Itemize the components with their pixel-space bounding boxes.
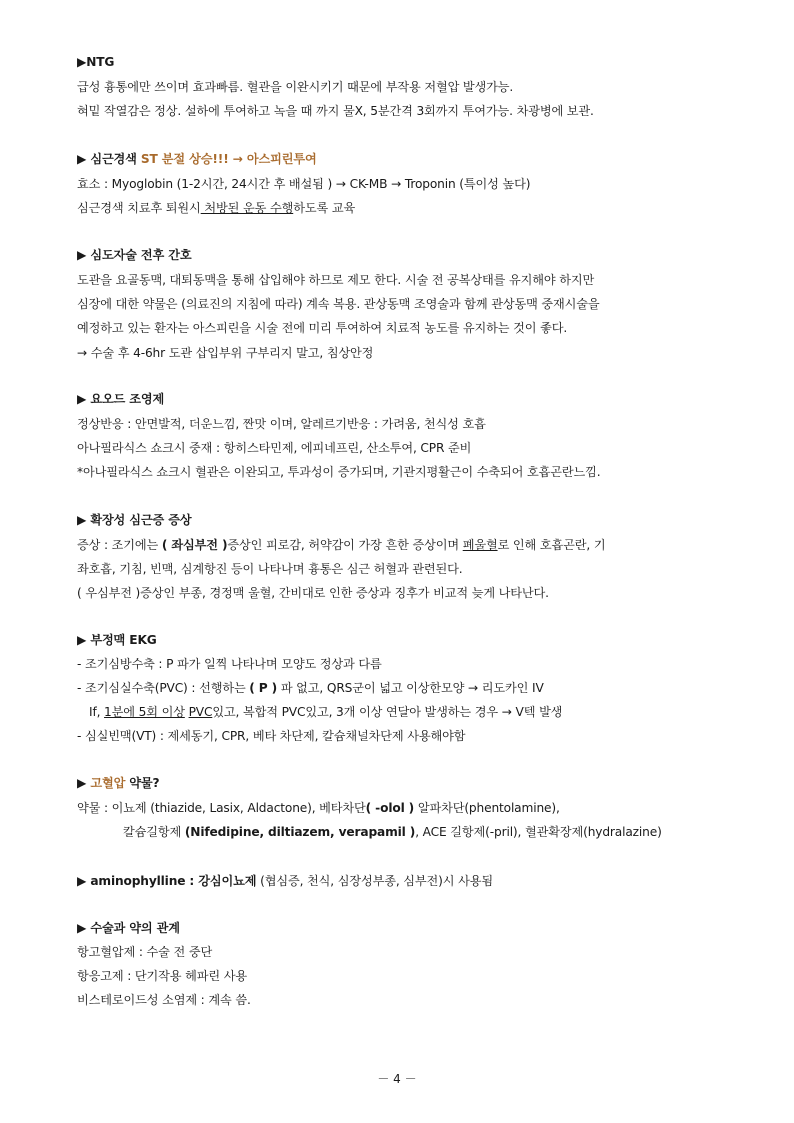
htn-heading-suffix: 약물? [125,776,160,790]
page-number: － 4 － [377,1072,417,1086]
surgery-heading: ▶ 수술과 약의 관계 [77,921,180,935]
htn-heading-accent: 고혈압 [90,776,126,790]
htn-line-2 [123,824,724,840]
arrhythmia-line-3 [89,704,724,720]
arrhythmia-line-1: - 조기심방수축 : P 파가 일찍 나타나며 모양도 정상과 다름 [77,657,382,671]
arrhythmia-line-4: - 심실빈맥(VT) : 제세동기, CPR, 베타 차단제, 칼슘채널차단제 사용해야함 [77,729,466,743]
cath-line-4: → 수술 후 4-6hr 도관 삽입부위 구부리지 말고, 침상안정 [77,346,374,360]
mi-heading [77,151,724,167]
dcm-line-3: ( 우심부전 )증상인 부종, 경정맥 울혈, 간비대로 인한 증상과 징후가 비교적 늦게 나타난다. [77,586,549,600]
dcm-heading: ▶ 확장성 심근증 증상 [77,513,192,527]
mi-line-2 [77,200,724,216]
iodine-line-1: 정상반응 : 안면발적, 더운느낌, 짠맛 이며, 알레르기반응 : 가려움, 천식성 호흡 [77,417,486,431]
cath-line-3: 예정하고 있는 환자는 아스피린을 시술 전에 미리 투여하여 치료적 농도를 유지하는 것이 좋다. [77,321,568,335]
arrhythmia-line-3-c: 있고, 복합적 PVC있고, 3개 이상 연달아 발생하는 경우 → V텍 발생 [212,705,563,719]
mi-line-2-underline: 처방된 운동 수행 [200,201,294,215]
ntg-heading: ▶NTG [77,55,115,69]
cath-line-2: 심장에 대한 약물은 (의료진의 지침에 따라) 계속 복용. 관상동맥 조영술과 함께 관상동맥 중재시술을 [77,297,600,311]
mi-heading-prefix: ▶ 심근경색 [77,152,141,166]
arrhythmia-line-3-underline-1: 1분에 5회 이상 [104,705,185,719]
htn-heading [77,775,724,791]
aminophylline-rest: (협심증, 천식, 심장성부종, 심부전)시 사용됨 [256,874,493,888]
htn-line-1 [77,800,724,816]
arrhythmia-line-2-bold: ( P ) [249,681,278,695]
cath-heading: ▶ 심도자술 전후 간호 [77,248,192,262]
htn-heading-prefix: ▶ [77,776,91,790]
aminophylline-line [77,873,724,889]
mi-line-2-b: 하도록 교육 [293,201,356,215]
surgery-line-2: 항응고제 : 단기작용 헤파린 사용 [77,969,247,983]
aminophylline-bold: ▶ aminophylline : 강심이뇨제 [77,874,257,888]
arrhythmia-line-3-a: If, [89,705,105,719]
arrhythmia-heading: ▶ 부정맥 EKG [77,633,157,647]
arrhythmia-line-3-underline-2: PVC [188,705,213,719]
dcm-line-1-bold: ( 좌심부전 ) [161,538,228,552]
ntg-line-2: 혀밑 작열감은 정상. 설하에 투여하고 녹을 때 까지 물X, 5분간격 3회까지 투여가능. 차광병에 보관. [77,104,594,118]
dcm-line-1-c: 증상인 피로감, 허약감이 가장 흔한 증상이며 [227,538,463,552]
cath-line-1: 도관을 요골동맥, 대퇴동맥을 통해 삽입해야 하므로 제모 한다. 시술 전 공복상태를 유지해야 하지만 [77,273,595,287]
ntg-line-1: 급성 흉통에만 쓰이며 효과빠름. 혈관을 이완시키기 때문에 부작용 저혈압 발생가능. [77,80,514,94]
htn-line-1-bold: ( -olol ) [365,801,415,815]
dcm-line-1 [77,537,724,553]
mi-line-2-a: 심근경색 치료후 퇴원시 [77,201,201,215]
arrhythmia-line-2-c: 파 없고, QRS군이 넓고 이상한모양 → 리도카인 IV [277,681,544,695]
surgery-line-3: 비스테로이드성 소염제 : 계속 씀. [77,993,251,1007]
htn-line-1-c: 알파차단(phentolamine), [414,801,560,815]
htn-line-2-a: 칼슘길항제 [123,825,185,839]
htn-line-2-bold: (Nifedipine, diltiazem, verapamil ) [184,825,416,839]
htn-line-2-c: , ACE 길항제(-pril), 혈관확장제(hydralazine) [415,825,662,839]
dcm-line-1-d: 로 인해 호흡곤란, 기 [497,538,606,552]
dcm-line-1-underline: 폐울혈 [462,538,498,552]
iodine-heading: ▶ 요오드 조영제 [77,392,165,406]
dcm-line-2: 좌호흡, 기침, 빈맥, 심계항진 등이 나타나며 흉통은 심근 허혈과 관련된다. [77,562,463,576]
mi-heading-accent: ST 분절 상승!!! → 아스피린투여 [140,152,317,166]
arrhythmia-line-2-a: - 조기심실수축(PVC) : 선행하는 [77,681,250,695]
htn-line-1-a: 약물 : 이뇨제 (thiazide, Lasix, Aldactone), 베타차단 [77,801,366,815]
mi-line-1: 효소 : Myoglobin (1-2시간, 24시간 후 배설됨 ) → CK-MB → Troponin (특이성 높다) [77,177,531,191]
arrhythmia-line-2 [77,680,724,696]
iodine-line-3: *아나필라식스 쇼크시 혈관은 이완되고, 투과성이 증가되며, 기관지평활근이 수축되어 호흡곤란느낌. [77,465,601,479]
surgery-line-1: 항고혈압제 : 수술 전 중단 [77,945,213,959]
dcm-line-1-a: 증상 : 조기에는 [77,538,162,552]
iodine-line-2: 아나필라식스 쇼크시 중재 : 항히스타민제, 에피네프린, 산소투여, CPR 준비 [77,441,472,455]
